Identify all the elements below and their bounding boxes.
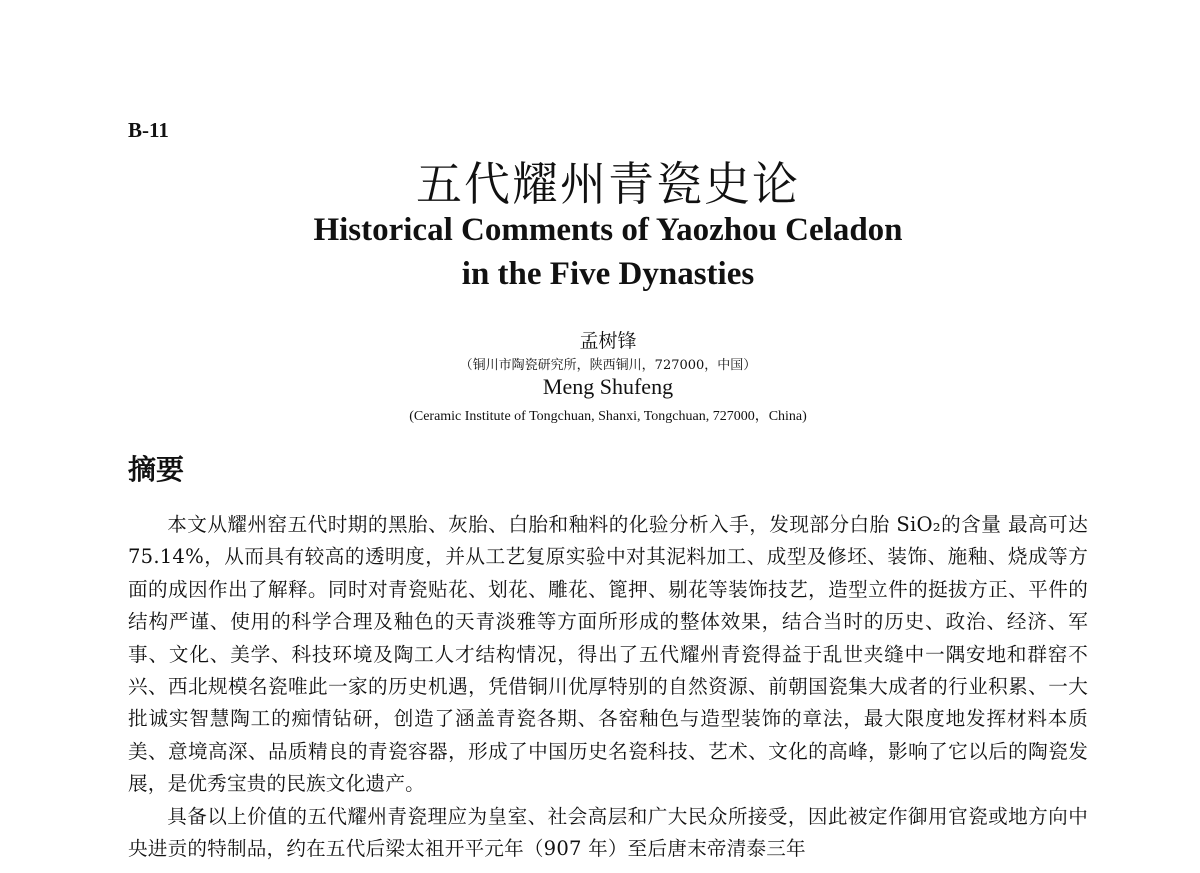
affiliation-english: (Ceramic Institute of Tongchuan, Shanxi, Tongchuan, 727000，China) (409, 409, 807, 424)
title-english-line-2: in the Five Dynasties (461, 256, 755, 292)
abstract-heading: 摘要 (128, 453, 185, 486)
abstract-paragraph-1: 本文从耀州窑五代时期的黑胎、灰胎、白胎和釉料的化验分析入手，发现部分白胎 SiO₂的含量 最高可达 75.14%，从而具有较高的透明度，并从工艺复原实验中对其泥料加工、成型及修坯、装饰、施釉、烧成等方面的成因作出了解释。同时对青瓷贴花、划花、雕花、篦押、剔花等装饰技艺，造型立件的挺拔方正、平件的结构严谨、使用的科学合理及釉色的天青淡雅等方面所形成的整体效果，结合当时的历史、政治、经济、军事、文化、美学、科技环境及陶工人才结构情况，得出了五代耀州青瓷得益于乱世夹缝中一隅安地和群窑不兴、西北规模名瓷唯此一家的历史机遇，凭借铜川优厚特别的自然资源、前朝国瓷集大成者的行业积累、一大批诚实智慧陶工的痴情钻研，创造了涵盖青瓷各期、各窑釉色与造型装饰的章法，最大限度地发挥材料本质美、意境高深、品质精良的青瓷容器，形成了中国历史名瓷科技、艺术、文化的高峰，影响了它以后的陶瓷发展，是优秀宝贵的民族文化遗产。 (128, 513, 1088, 796)
affiliation-chinese: （铜川市陶瓷研究所，陕西铜川，727000，中国） (459, 358, 757, 373)
author-english: Meng Shufeng (542, 374, 674, 399)
page-code: B-11 (128, 118, 169, 142)
abstract-paragraph-2: 具备以上价值的五代耀州青瓷理应为皇室、社会高层和广大民众所接受，因此被定作御用官瓷或地方向中央进贡的特制品，约在五代后梁太祖开平元年（907 年）至后唐末帝清泰三年 (128, 804, 1088, 861)
title-english-line-1: Historical Comments of Yaozhou Celadon (313, 212, 903, 248)
abstract-body (128, 509, 1088, 865)
title-chinese: 五代耀州青瓷史论 (416, 157, 800, 211)
author-chinese: 孟树锋 (579, 330, 637, 352)
